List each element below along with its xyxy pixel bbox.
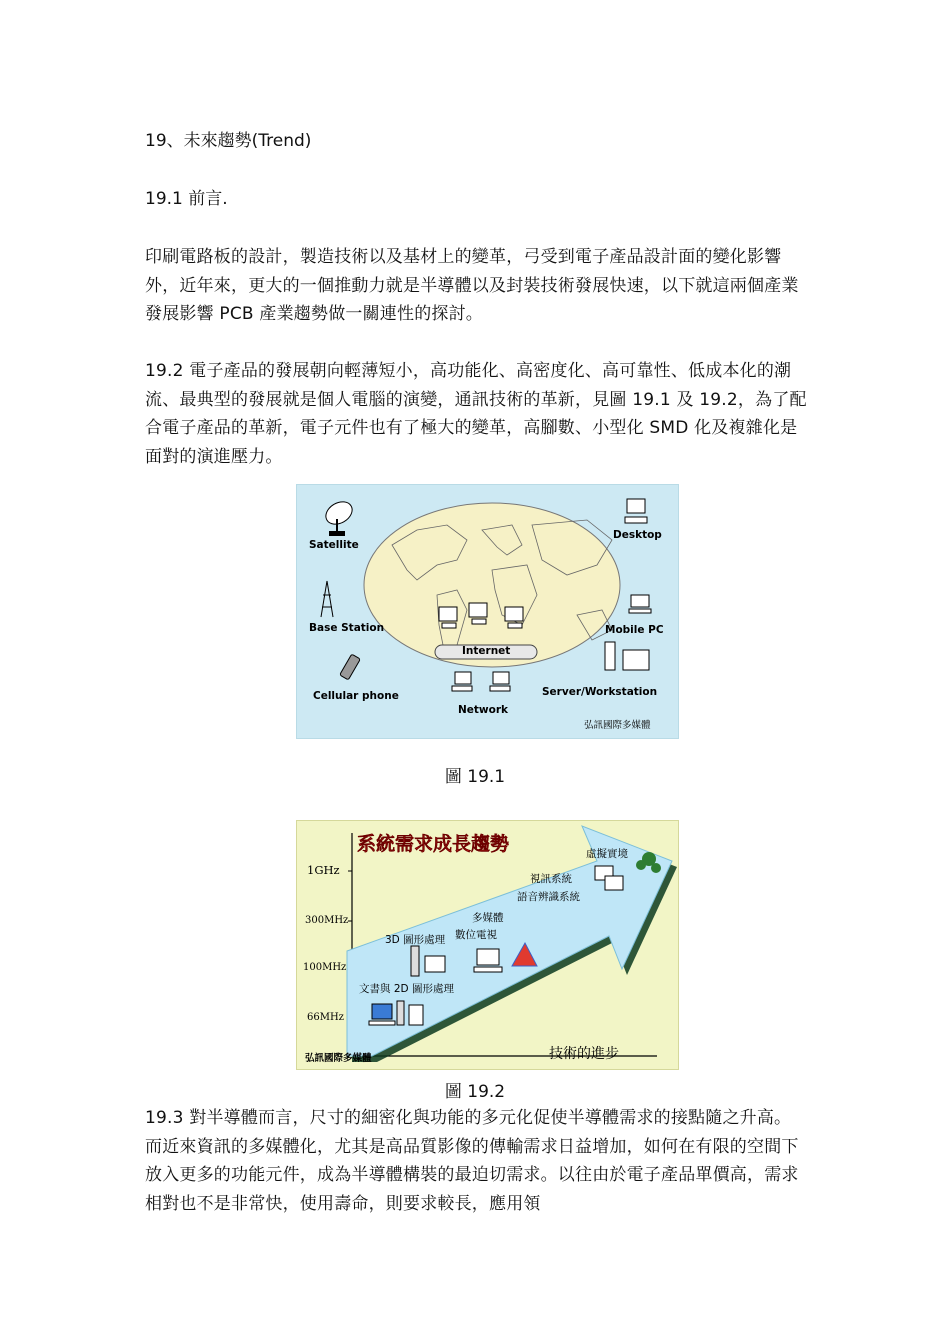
item-vr: 虛擬實境 — [586, 848, 628, 860]
x-axis-label: 技術的進步 — [549, 1046, 619, 1062]
watermark-fig2: 弘訊國際多媒體 — [305, 1053, 372, 1064]
world-map — [364, 503, 620, 667]
y-label-300mhz: 300MHz — [305, 915, 349, 926]
label-mobile-pc: Mobile PC — [605, 624, 664, 636]
caption-figure-19-1: 圖 19.1 — [444, 767, 506, 787]
section-heading: 19、未來趨勢(Trend) — [145, 131, 312, 151]
label-network: Network — [458, 704, 509, 716]
subsection-heading: 19.1 前言. — [145, 189, 228, 209]
label-base-station: Base Station — [309, 622, 385, 634]
satellite-icon — [322, 497, 356, 536]
y-label-1ghz: 1GHz — [307, 863, 340, 877]
item-3d-graphics: 3D 圖形處理 — [385, 934, 446, 946]
figure-19-1 — [296, 484, 679, 739]
tower-icon — [321, 581, 333, 617]
item-digital-tv: 數位電視 — [455, 929, 497, 941]
item-speech: 語音辨識系統 — [517, 891, 580, 903]
y-label-66mhz: 66MHz — [307, 1012, 344, 1023]
label-internet: Internet — [462, 645, 511, 657]
label-desktop: Desktop — [613, 529, 662, 541]
item-doc-2d: 文書與 2D 圖形處理 — [359, 983, 454, 995]
label-server-workstation: Server/Workstation — [542, 686, 658, 698]
item-multimedia: 多媒體 — [472, 912, 504, 924]
cellular-phone-icon — [340, 654, 361, 680]
label-satellite: Satellite — [309, 539, 359, 551]
item-video: 視訊系統 — [530, 873, 572, 885]
chart-title: 系統需求成長趨勢 — [357, 833, 510, 855]
paragraph-19-2: 19.2 電子產品的發展朝向輕薄短小，高功能化、高密度化、高可靠性、低成本化的潮流、最典型的發展就是個人電腦的演變，通訊技術的革新，見圖 19.1 及 19.2，為了配合電子產品的革新，電子元件也有了極大的變革，高腳數、小型化 SMD 化及複雜化是面對的演進壓力。 — [145, 361, 807, 467]
paragraph-intro: 印刷電路板的設計，製造技術以及基材上的變革，弓受到電子產品設計面的變化影響外，近年來，更大的一個推動力就是半導體以及封裝技術發展快速，以下就這兩個產業發展影響 PCB 產業趨勢做一關連性的探討。 — [145, 247, 799, 324]
caption-figure-19-2: 圖 19.2 — [444, 1082, 506, 1102]
label-cellular-phone: Cellular phone — [313, 690, 399, 702]
y-label-100mhz: 100MHz — [303, 962, 347, 973]
paragraph-19-3: 19.3 對半導體而言，尺寸的細密化與功能的多元化促使半導體需求的接點隨之升高。而近來資訊的多媒體化，尤其是高品質影像的傳輸需求日益增加，如何在有限的空間下放入更多的功能元件，成為半導體構裝的最迫切需求。以往由於電子產品單價高，需求相對也不是非常快，使用壽命，則要求較長，應用領 — [145, 1108, 799, 1214]
figure-19-2 — [296, 820, 679, 1070]
watermark-fig1: 弘訊國際多媒體 — [584, 720, 651, 731]
